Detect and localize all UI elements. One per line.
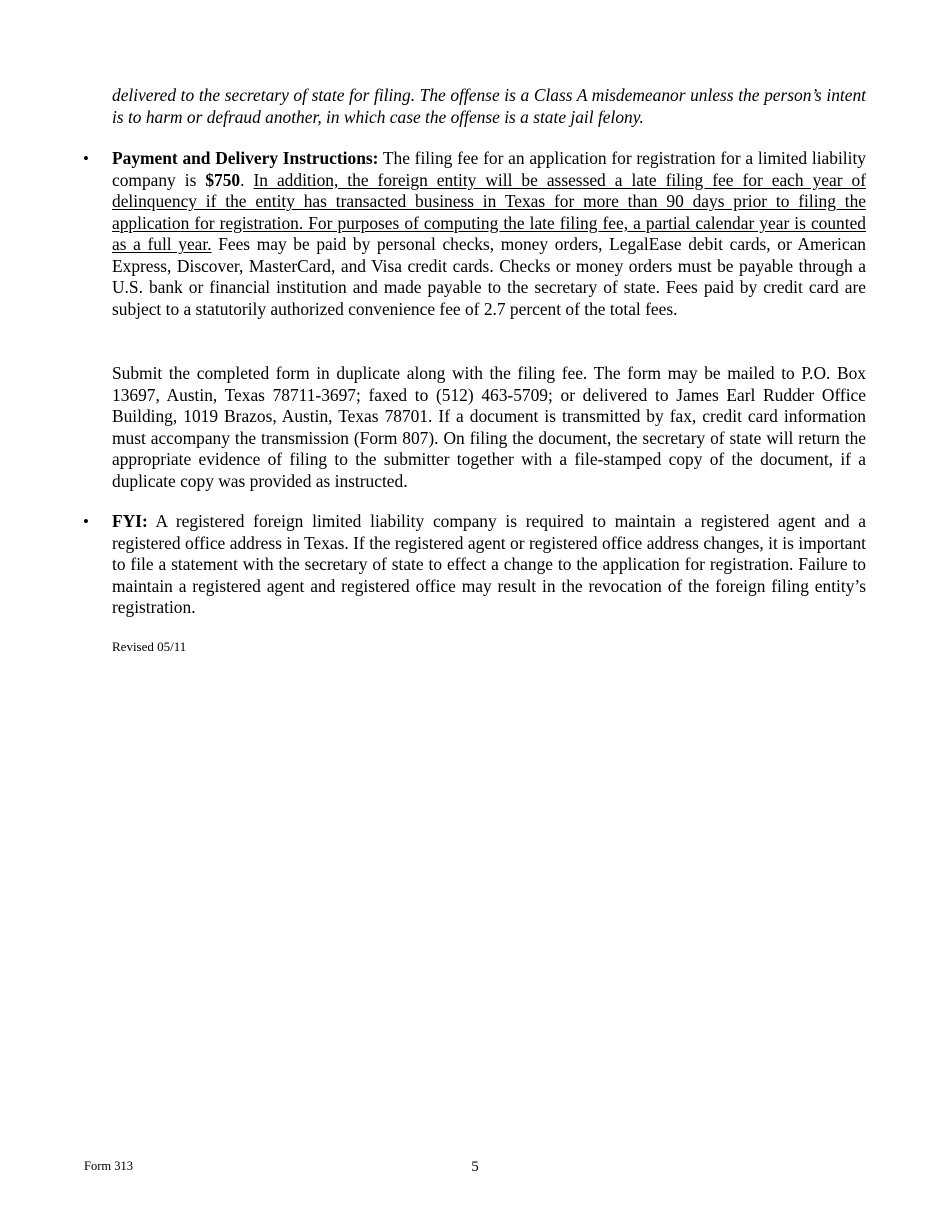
fyi-text: A registered foreign limited liability company is required to maintain a registered agent and a registered office address in Texas. If the registered agent or registered office address changes, it is important to file a statement with the secretary of state to effect a change to the application for registration. Failure to maintain a registered agent and registered office may result in the revocation of the foreign filing entity’s registration.: [112, 511, 866, 617]
filing-fee-amount: $750: [205, 169, 241, 190]
payment-text-a: The filing fee for an application for registration for a limited liability company is: [112, 148, 866, 190]
footer-page-number: 5: [471, 1159, 479, 1175]
late-fee-notice: In addition, the foreign entity will be assessed a late filing fee for each year of delinquency if the entity has transacted business in Texas for more than 90 days prior to filing the application for registration. For purposes of computing the late filing fee, a partial calendar year is counted as a full year.: [112, 169, 866, 254]
fyi-label: FYI:: [112, 511, 148, 531]
submission-item: [112, 363, 866, 492]
payment-instructions-paragraph: [112, 148, 866, 320]
intro-paragraph: delivered to the secretary of state for filing. The offense is a Class A misdemeanor unless the person’s intent is to harm or defraud another, in which case the offense is a state jail felony.: [112, 85, 866, 127]
revision-date: Revised 05/11: [112, 639, 187, 654]
bullet-icon: •: [83, 512, 89, 531]
payment-text-b: .: [240, 169, 254, 190]
fyi-item: [83, 511, 866, 619]
bullet-icon: •: [83, 149, 89, 168]
payment-text-c: Fees may be paid by personal checks, money orders, LegalEase debit cards, or American Express, Discover, MasterCard, and Visa credit cards. Checks or money orders must be payable through a U.S. bank or financial institution and made payable to the secretary of state. Fees paid by credit card are subject to a statutorily authorized convenience fee of 2.7 percent of the total fees.: [112, 234, 866, 319]
payment-instructions-label: Payment and Delivery Instructions:: [112, 148, 379, 168]
payment-instructions-item: [83, 148, 866, 320]
submission-paragraph: Submit the completed form in duplicate along with the filing fee. The form may be mailed to P.O. Box 13697, Austin, Texas 78711-3697; faxed to (512) 463-5709; or delivered to James Earl Rudder Office Building, 1019 Brazos, Austin, Texas 78701. If a document is transmitted by fax, credit card information must accompany the transmission (Form 807). On filing the document, the secretary of state will return the appropriate evidence of filing to the submitter together with a file-stamped copy of the document, if a duplicate copy was provided as instructed.: [112, 363, 866, 491]
footer-form-number: Form 313: [84, 1159, 133, 1173]
fyi-paragraph: [112, 511, 866, 619]
